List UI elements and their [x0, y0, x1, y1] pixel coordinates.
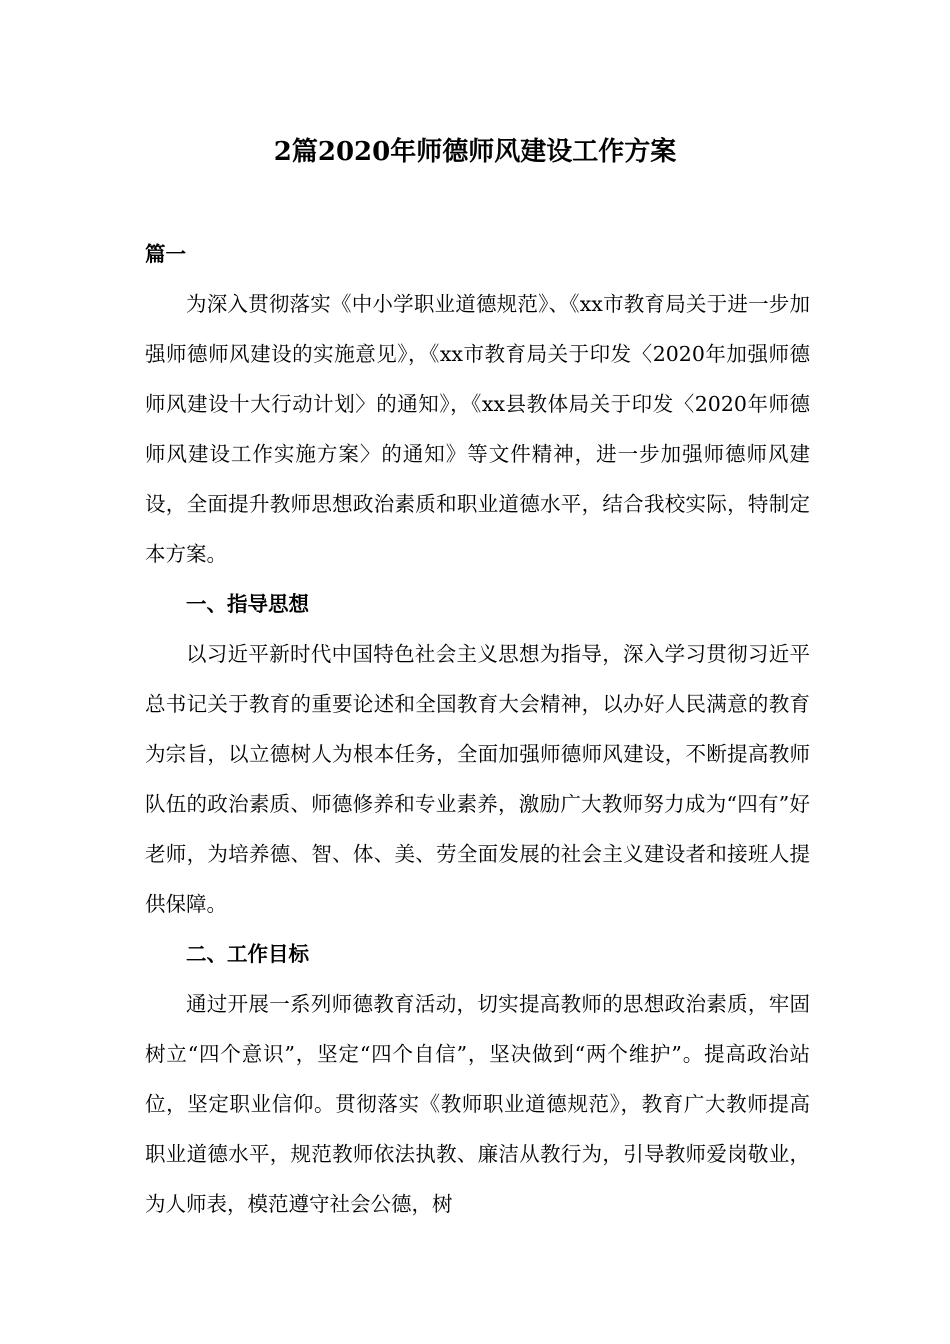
heading-guiding-ideology: 一、指导思想 — [186, 592, 309, 616]
document-body — [145, 229, 810, 1229]
document-title: 2篇2020年师德师风建设工作方案 — [273, 137, 677, 167]
paragraph-work-goals: 通过开展一系列师德教育活动，切实提高教师的思想政治素质，牢固树立“四个意识”，坚定“四个自信”，坚决做到“两个维护”。提高政治站位，坚定职业信仰。贯彻落实《教师职业道德规范》，教育广大教师提高职业道德水平，规范教师依法执教、廉洁从教行为，引导教师爱岗敬业，为人师表，模范遵守社会公德，树 — [145, 992, 810, 1216]
heading-work-goals: 二、工作目标 — [186, 942, 309, 966]
paragraph-guiding-ideology: 以习近平新时代中国特色社会主义思想为指导，深入学习贯彻习近平总书记关于教育的重要论述和全国教育大会精神，以办好人民满意的教育为宗旨，以立德树人为根本任务，全面加强师德师风建设，不断提高教师队伍的政治素质、师德修养和专业素养，激励广大教师努力成为“四有”好老师，为培养德、智、体、美、劳全面发展的社会主义建设者和接班人提供保障。 — [145, 642, 810, 916]
intro-paragraph: 为深入贯彻落实《中小学职业道德规范》、《xx市教育局关于进一步加强师德师风建设的实施意见》，《xx市教育局关于印发〈2020年加强师德师风建设十大行动计划〉的通知》，《xx县教体局关于印发〈2020年师德师风建设工作实施方案〉的通知》等文件精神，进一步加强师德师风建设，全面提升教师思想政治素质和职业道德水平，结合我校实际，特制定本方案。 — [145, 292, 810, 566]
section-label: 篇一 — [145, 242, 186, 266]
